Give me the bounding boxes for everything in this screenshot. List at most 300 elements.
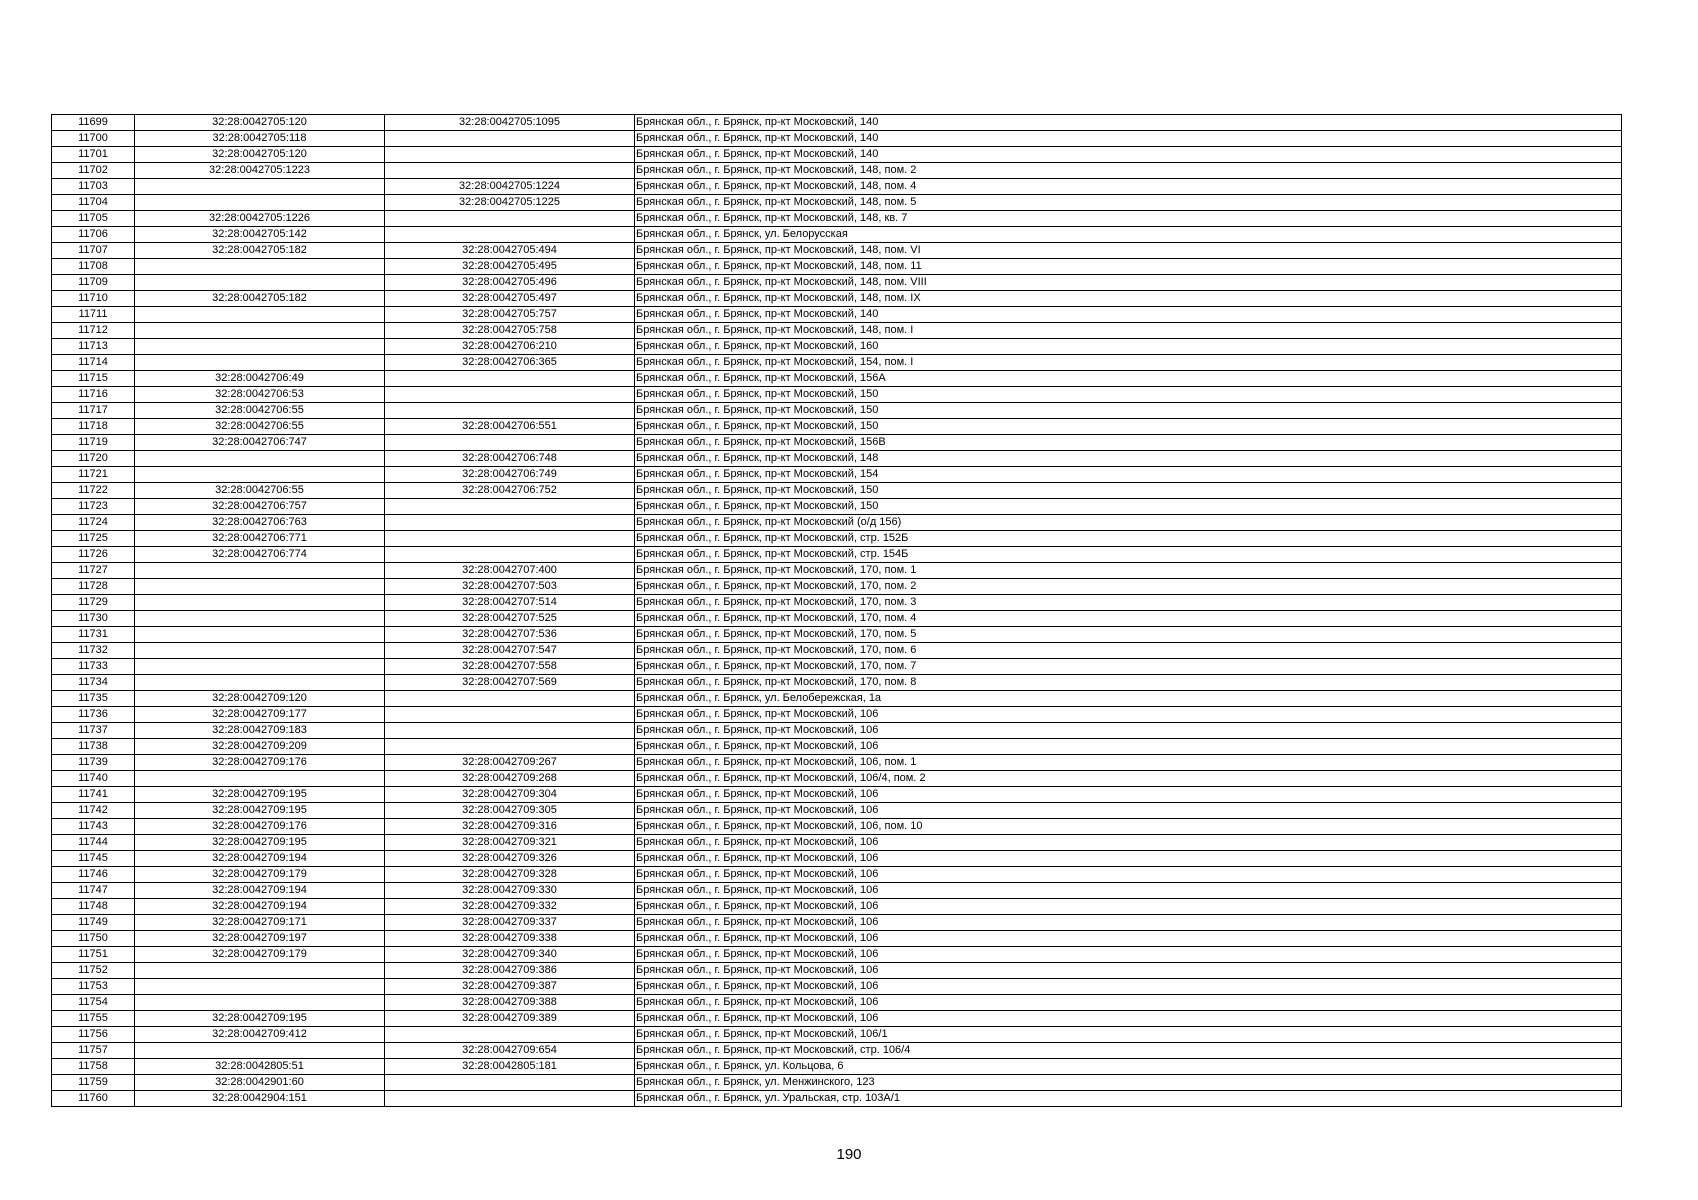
parcel-number-cell: 32:28:0042709:194 bbox=[135, 899, 385, 915]
row-number-cell: 11728 bbox=[52, 579, 135, 595]
row-number-cell: 11750 bbox=[52, 931, 135, 947]
table-row bbox=[52, 963, 1622, 979]
object-number-cell: 32:28:0042707:536 bbox=[385, 627, 635, 643]
row-number-cell: 11714 bbox=[52, 355, 135, 371]
object-number-cell: 32:28:0042709:386 bbox=[385, 963, 635, 979]
object-number-cell bbox=[385, 739, 635, 755]
table-row bbox=[52, 659, 1622, 675]
parcel-number-cell: 32:28:0042705:120 bbox=[135, 147, 385, 163]
parcel-number-cell bbox=[135, 1043, 385, 1059]
row-number-cell: 11707 bbox=[52, 243, 135, 259]
table-row bbox=[52, 387, 1622, 403]
table-row bbox=[52, 179, 1622, 195]
row-number-cell: 11706 bbox=[52, 227, 135, 243]
row-number-cell: 11746 bbox=[52, 867, 135, 883]
table-row bbox=[52, 371, 1622, 387]
address-cell: Брянская обл., г. Брянск, пр-кт Московский, 106 bbox=[635, 867, 1622, 883]
row-number-cell: 11737 bbox=[52, 723, 135, 739]
address-cell: Брянская обл., г. Брянск, ул. Менжинского, 123 bbox=[635, 1075, 1622, 1091]
table-row bbox=[52, 723, 1622, 739]
address-cell: Брянская обл., г. Брянск, пр-кт Московский, 160 bbox=[635, 339, 1622, 355]
parcel-number-cell bbox=[135, 275, 385, 291]
address-cell: Брянская обл., г. Брянск, пр-кт Московский, 106/1 bbox=[635, 1027, 1622, 1043]
object-number-cell: 32:28:0042709:321 bbox=[385, 835, 635, 851]
object-number-cell bbox=[385, 211, 635, 227]
parcel-number-cell: 32:28:0042705:182 bbox=[135, 243, 385, 259]
address-cell: Брянская обл., г. Брянск, пр-кт Московский, 148, пом. 11 bbox=[635, 259, 1622, 275]
address-cell: Брянская обл., г. Брянск, пр-кт Московский, 140 bbox=[635, 307, 1622, 323]
parcel-number-cell: 32:28:0042904:151 bbox=[135, 1091, 385, 1107]
address-cell: Брянская обл., г. Брянск, пр-кт Московский, 148, пом. I bbox=[635, 323, 1622, 339]
table-row bbox=[52, 915, 1622, 931]
row-number-cell: 11743 bbox=[52, 819, 135, 835]
object-number-cell: 32:28:0042805:181 bbox=[385, 1059, 635, 1075]
object-number-cell: 32:28:0042709:337 bbox=[385, 915, 635, 931]
object-number-cell: 32:28:0042706:748 bbox=[385, 451, 635, 467]
address-cell: Брянская обл., г. Брянск, пр-кт Московский, 140 bbox=[635, 147, 1622, 163]
parcel-number-cell bbox=[135, 355, 385, 371]
address-cell: Брянская обл., г. Брянск, пр-кт Московский, 106 bbox=[635, 787, 1622, 803]
parcel-number-cell: 32:28:0042706:49 bbox=[135, 371, 385, 387]
parcel-number-cell: 32:28:0042705:1226 bbox=[135, 211, 385, 227]
row-number-cell: 11749 bbox=[52, 915, 135, 931]
address-cell: Брянская обл., г. Брянск, пр-кт Московский, 106 bbox=[635, 707, 1622, 723]
table-row bbox=[52, 819, 1622, 835]
parcel-number-cell: 32:28:0042705:182 bbox=[135, 291, 385, 307]
object-number-cell: 32:28:0042709:389 bbox=[385, 1011, 635, 1027]
row-number-cell: 11733 bbox=[52, 659, 135, 675]
row-number-cell: 11729 bbox=[52, 595, 135, 611]
row-number-cell: 11708 bbox=[52, 259, 135, 275]
table-row bbox=[52, 883, 1622, 899]
parcel-number-cell: 32:28:0042705:1223 bbox=[135, 163, 385, 179]
table-row bbox=[52, 547, 1622, 563]
table-row bbox=[52, 355, 1622, 371]
object-number-cell: 32:28:0042709:268 bbox=[385, 771, 635, 787]
row-number-cell: 11757 bbox=[52, 1043, 135, 1059]
object-number-cell: 32:28:0042707:503 bbox=[385, 579, 635, 595]
table-row bbox=[52, 147, 1622, 163]
address-cell: Брянская обл., г. Брянск, пр-кт Московский, 106 bbox=[635, 931, 1622, 947]
object-number-cell: 32:28:0042709:338 bbox=[385, 931, 635, 947]
address-cell: Брянская обл., г. Брянск, ул. Белорусская bbox=[635, 227, 1622, 243]
object-number-cell bbox=[385, 403, 635, 419]
object-number-cell: 32:28:0042709:328 bbox=[385, 867, 635, 883]
table-row bbox=[52, 595, 1622, 611]
address-cell: Брянская обл., г. Брянск, пр-кт Московский, 170, пом. 2 bbox=[635, 579, 1622, 595]
object-number-cell bbox=[385, 531, 635, 547]
parcel-number-cell bbox=[135, 179, 385, 195]
parcel-number-cell: 32:28:0042709:177 bbox=[135, 707, 385, 723]
address-cell: Брянская обл., г. Брянск, ул. Кольцова, 6 bbox=[635, 1059, 1622, 1075]
row-number-cell: 11756 bbox=[52, 1027, 135, 1043]
table-row bbox=[52, 435, 1622, 451]
object-number-cell: 32:28:0042709:305 bbox=[385, 803, 635, 819]
object-number-cell bbox=[385, 131, 635, 147]
row-number-cell: 11726 bbox=[52, 547, 135, 563]
object-number-cell bbox=[385, 1027, 635, 1043]
object-number-cell: 32:28:0042707:569 bbox=[385, 675, 635, 691]
address-cell: Брянская обл., г. Брянск, пр-кт Московский, 170, пом. 8 bbox=[635, 675, 1622, 691]
parcel-number-cell bbox=[135, 339, 385, 355]
table-row bbox=[52, 643, 1622, 659]
row-number-cell: 11703 bbox=[52, 179, 135, 195]
row-number-cell: 11739 bbox=[52, 755, 135, 771]
table-row bbox=[52, 1075, 1622, 1091]
address-cell: Брянская обл., г. Брянск, пр-кт Московский, 150 bbox=[635, 419, 1622, 435]
object-number-cell bbox=[385, 371, 635, 387]
address-cell: Брянская обл., г. Брянск, пр-кт Московский, стр. 152Б bbox=[635, 531, 1622, 547]
object-number-cell bbox=[385, 691, 635, 707]
object-number-cell: 32:28:0042709:388 bbox=[385, 995, 635, 1011]
table-row bbox=[52, 275, 1622, 291]
object-number-cell: 32:28:0042709:340 bbox=[385, 947, 635, 963]
address-cell: Брянская обл., г. Брянск, пр-кт Московский, 106 bbox=[635, 963, 1622, 979]
address-cell: Брянская обл., г. Брянск, ул. Белобережская, 1а bbox=[635, 691, 1622, 707]
object-number-cell: 32:28:0042709:304 bbox=[385, 787, 635, 803]
parcel-number-cell: 32:28:0042705:120 bbox=[135, 115, 385, 131]
table-row bbox=[52, 163, 1622, 179]
row-number-cell: 11758 bbox=[52, 1059, 135, 1075]
table-row bbox=[52, 227, 1622, 243]
parcel-number-cell bbox=[135, 979, 385, 995]
parcel-number-cell: 32:28:0042709:176 bbox=[135, 755, 385, 771]
parcel-number-cell: 32:28:0042709:412 bbox=[135, 1027, 385, 1043]
row-number-cell: 11699 bbox=[52, 115, 135, 131]
parcel-number-cell bbox=[135, 771, 385, 787]
object-number-cell: 32:28:0042709:326 bbox=[385, 851, 635, 867]
row-number-cell: 11702 bbox=[52, 163, 135, 179]
row-number-cell: 11722 bbox=[52, 483, 135, 499]
row-number-cell: 11731 bbox=[52, 627, 135, 643]
address-cell: Брянская обл., г. Брянск, пр-кт Московский (о/д 156) bbox=[635, 515, 1622, 531]
parcel-number-cell: 32:28:0042805:51 bbox=[135, 1059, 385, 1075]
table-row bbox=[52, 1043, 1622, 1059]
parcel-number-cell bbox=[135, 579, 385, 595]
address-cell: Брянская обл., г. Брянск, пр-кт Московский, 106 bbox=[635, 947, 1622, 963]
parcel-number-cell bbox=[135, 259, 385, 275]
row-number-cell: 11752 bbox=[52, 963, 135, 979]
row-number-cell: 11753 bbox=[52, 979, 135, 995]
address-cell: Брянская обл., г. Брянск, пр-кт Московский, 148, пом. 4 bbox=[635, 179, 1622, 195]
row-number-cell: 11738 bbox=[52, 739, 135, 755]
table-row bbox=[52, 755, 1622, 771]
object-number-cell: 32:28:0042709:332 bbox=[385, 899, 635, 915]
table-row bbox=[52, 259, 1622, 275]
object-number-cell: 32:28:0042707:547 bbox=[385, 643, 635, 659]
address-cell: Брянская обл., г. Брянск, пр-кт Московский, 170, пом. 3 bbox=[635, 595, 1622, 611]
parcel-number-cell: 32:28:0042706:763 bbox=[135, 515, 385, 531]
table-row bbox=[52, 707, 1622, 723]
parcel-number-cell: 32:28:0042706:55 bbox=[135, 419, 385, 435]
table-row bbox=[52, 691, 1622, 707]
object-number-cell: 32:28:0042709:316 bbox=[385, 819, 635, 835]
object-number-cell: 32:28:0042709:654 bbox=[385, 1043, 635, 1059]
address-cell: Брянская обл., г. Брянск, пр-кт Московский, 106, пом. 10 bbox=[635, 819, 1622, 835]
address-cell: Брянская обл., г. Брянск, пр-кт Московский, 140 bbox=[635, 115, 1622, 131]
row-number-cell: 11705 bbox=[52, 211, 135, 227]
parcel-number-cell: 32:28:0042705:142 bbox=[135, 227, 385, 243]
parcel-number-cell: 32:28:0042706:747 bbox=[135, 435, 385, 451]
table-row bbox=[52, 787, 1622, 803]
address-cell: Брянская обл., г. Брянск, пр-кт Московский, 170, пом. 4 bbox=[635, 611, 1622, 627]
parcel-number-cell: 32:28:0042706:55 bbox=[135, 403, 385, 419]
address-cell: Брянская обл., г. Брянск, пр-кт Московский, стр. 154Б bbox=[635, 547, 1622, 563]
row-number-cell: 11754 bbox=[52, 995, 135, 1011]
parcel-number-cell: 32:28:0042709:194 bbox=[135, 851, 385, 867]
table-row bbox=[52, 467, 1622, 483]
table-row bbox=[52, 1091, 1622, 1107]
parcel-number-cell bbox=[135, 467, 385, 483]
row-number-cell: 11727 bbox=[52, 563, 135, 579]
row-number-cell: 11735 bbox=[52, 691, 135, 707]
row-number-cell: 11723 bbox=[52, 499, 135, 515]
table-row bbox=[52, 195, 1622, 211]
object-number-cell bbox=[385, 147, 635, 163]
address-cell: Брянская обл., г. Брянск, пр-кт Московский, 148, пом. IX bbox=[635, 291, 1622, 307]
object-number-cell: 32:28:0042706:365 bbox=[385, 355, 635, 371]
parcel-number-cell bbox=[135, 659, 385, 675]
address-cell: Брянская обл., г. Брянск, пр-кт Московский, 150 bbox=[635, 403, 1622, 419]
parcel-number-cell: 32:28:0042709:179 bbox=[135, 947, 385, 963]
table-row bbox=[52, 1011, 1622, 1027]
parcel-number-cell: 32:28:0042706:55 bbox=[135, 483, 385, 499]
address-cell: Брянская обл., г. Брянск, пр-кт Московский, 154, пом. I bbox=[635, 355, 1622, 371]
row-number-cell: 11710 bbox=[52, 291, 135, 307]
table-row bbox=[52, 403, 1622, 419]
parcel-number-cell: 32:28:0042709:176 bbox=[135, 819, 385, 835]
object-number-cell: 32:28:0042705:1095 bbox=[385, 115, 635, 131]
table-row bbox=[52, 739, 1622, 755]
row-number-cell: 11759 bbox=[52, 1075, 135, 1091]
parcel-number-cell: 32:28:0042709:195 bbox=[135, 835, 385, 851]
table-row bbox=[52, 483, 1622, 499]
parcel-number-cell: 32:28:0042706:774 bbox=[135, 547, 385, 563]
row-number-cell: 11713 bbox=[52, 339, 135, 355]
object-number-cell bbox=[385, 547, 635, 563]
object-number-cell: 32:28:0042706:210 bbox=[385, 339, 635, 355]
address-cell: Брянская обл., г. Брянск, пр-кт Московский, 106, пом. 1 bbox=[635, 755, 1622, 771]
table-row bbox=[52, 851, 1622, 867]
object-number-cell: 32:28:0042705:494 bbox=[385, 243, 635, 259]
object-number-cell bbox=[385, 1075, 635, 1091]
table-row bbox=[52, 211, 1622, 227]
row-number-cell: 11730 bbox=[52, 611, 135, 627]
table-body bbox=[52, 115, 1622, 1107]
parcel-number-cell: 32:28:0042709:195 bbox=[135, 787, 385, 803]
parcel-number-cell: 32:28:0042709:195 bbox=[135, 803, 385, 819]
parcel-number-cell: 32:28:0042706:771 bbox=[135, 531, 385, 547]
object-number-cell: 32:28:0042709:387 bbox=[385, 979, 635, 995]
object-number-cell bbox=[385, 227, 635, 243]
table-row bbox=[52, 979, 1622, 995]
object-number-cell: 32:28:0042706:551 bbox=[385, 419, 635, 435]
object-number-cell: 32:28:0042705:1225 bbox=[385, 195, 635, 211]
table-row bbox=[52, 515, 1622, 531]
parcel-number-cell bbox=[135, 563, 385, 579]
address-cell: Брянская обл., г. Брянск, пр-кт Московский, 106 bbox=[635, 915, 1622, 931]
parcel-number-cell bbox=[135, 611, 385, 627]
address-cell: Брянская обл., г. Брянск, пр-кт Московский, 156А bbox=[635, 371, 1622, 387]
address-cell: Брянская обл., г. Брянск, пр-кт Московский, 106 bbox=[635, 835, 1622, 851]
object-number-cell: 32:28:0042705:497 bbox=[385, 291, 635, 307]
address-cell: Брянская обл., г. Брянск, пр-кт Московский, 156В bbox=[635, 435, 1622, 451]
table-row bbox=[52, 131, 1622, 147]
address-cell: Брянская обл., г. Брянск, пр-кт Московский, 150 bbox=[635, 483, 1622, 499]
row-number-cell: 11747 bbox=[52, 883, 135, 899]
row-number-cell: 11755 bbox=[52, 1011, 135, 1027]
table-row bbox=[52, 451, 1622, 467]
parcel-number-cell bbox=[135, 995, 385, 1011]
address-cell: Брянская обл., г. Брянск, пр-кт Московский, 148, кв. 7 bbox=[635, 211, 1622, 227]
address-cell: Брянская обл., г. Брянск, пр-кт Московский, 106 bbox=[635, 883, 1622, 899]
table-row bbox=[52, 499, 1622, 515]
row-number-cell: 11725 bbox=[52, 531, 135, 547]
row-number-cell: 11719 bbox=[52, 435, 135, 451]
object-number-cell: 32:28:0042705:495 bbox=[385, 259, 635, 275]
object-number-cell: 32:28:0042707:514 bbox=[385, 595, 635, 611]
object-number-cell bbox=[385, 387, 635, 403]
table-row bbox=[52, 323, 1622, 339]
parcel-number-cell bbox=[135, 675, 385, 691]
row-number-cell: 11716 bbox=[52, 387, 135, 403]
address-cell: Брянская обл., г. Брянск, пр-кт Московский, 106 bbox=[635, 739, 1622, 755]
table-row bbox=[52, 803, 1622, 819]
row-number-cell: 11734 bbox=[52, 675, 135, 691]
address-cell: Брянская обл., г. Брянск, пр-кт Московский, 148, пом. VI bbox=[635, 243, 1622, 259]
address-cell: Брянская обл., г. Брянск, пр-кт Московский, 150 bbox=[635, 499, 1622, 515]
table-row bbox=[52, 291, 1622, 307]
table-row bbox=[52, 243, 1622, 259]
row-number-cell: 11717 bbox=[52, 403, 135, 419]
row-number-cell: 11704 bbox=[52, 195, 135, 211]
address-cell: Брянская обл., г. Брянск, пр-кт Московский, 106/4, пом. 2 bbox=[635, 771, 1622, 787]
table-row bbox=[52, 419, 1622, 435]
row-number-cell: 11700 bbox=[52, 131, 135, 147]
parcel-number-cell: 32:28:0042705:118 bbox=[135, 131, 385, 147]
address-cell: Брянская обл., г. Брянск, пр-кт Московский, 170, пом. 7 bbox=[635, 659, 1622, 675]
row-number-cell: 11712 bbox=[52, 323, 135, 339]
address-cell: Брянская обл., г. Брянск, ул. Уральская, стр. 103А/1 bbox=[635, 1091, 1622, 1107]
object-number-cell: 32:28:0042705:496 bbox=[385, 275, 635, 291]
object-number-cell bbox=[385, 723, 635, 739]
row-number-cell: 11724 bbox=[52, 515, 135, 531]
row-number-cell: 11718 bbox=[52, 419, 135, 435]
address-cell: Брянская обл., г. Брянск, пр-кт Московский, 106 bbox=[635, 995, 1622, 1011]
address-cell: Брянская обл., г. Брянск, пр-кт Московский, 106 bbox=[635, 803, 1622, 819]
parcel-number-cell: 32:28:0042706:757 bbox=[135, 499, 385, 515]
table-row bbox=[52, 899, 1622, 915]
parcel-number-cell bbox=[135, 307, 385, 323]
address-cell: Брянская обл., г. Брянск, пр-кт Московский, 148, пом. 2 bbox=[635, 163, 1622, 179]
object-number-cell: 32:28:0042707:400 bbox=[385, 563, 635, 579]
table-row bbox=[52, 531, 1622, 547]
address-cell: Брянская обл., г. Брянск, пр-кт Московский, 106 bbox=[635, 1011, 1622, 1027]
row-number-cell: 11715 bbox=[52, 371, 135, 387]
parcel-number-cell bbox=[135, 595, 385, 611]
parcel-number-cell: 32:28:0042709:194 bbox=[135, 883, 385, 899]
row-number-cell: 11740 bbox=[52, 771, 135, 787]
table-row bbox=[52, 947, 1622, 963]
table-row bbox=[52, 307, 1622, 323]
row-number-cell: 11732 bbox=[52, 643, 135, 659]
table-row bbox=[52, 579, 1622, 595]
object-number-cell: 32:28:0042706:749 bbox=[385, 467, 635, 483]
address-cell: Брянская обл., г. Брянск, пр-кт Московский, 170, пом. 5 bbox=[635, 627, 1622, 643]
parcel-number-cell bbox=[135, 195, 385, 211]
row-number-cell: 11736 bbox=[52, 707, 135, 723]
address-cell: Брянская обл., г. Брянск, пр-кт Московский, 106 bbox=[635, 899, 1622, 915]
table-row bbox=[52, 995, 1622, 1011]
table-row bbox=[52, 611, 1622, 627]
row-number-cell: 11720 bbox=[52, 451, 135, 467]
address-cell: Брянская обл., г. Брянск, пр-кт Московский, 106 bbox=[635, 851, 1622, 867]
row-number-cell: 11748 bbox=[52, 899, 135, 915]
object-number-cell: 32:28:0042706:752 bbox=[385, 483, 635, 499]
address-cell: Брянская обл., г. Брянск, пр-кт Московский, 148 bbox=[635, 451, 1622, 467]
address-cell: Брянская обл., г. Брянск, пр-кт Московский, 106 bbox=[635, 723, 1622, 739]
table-row bbox=[52, 675, 1622, 691]
object-number-cell: 32:28:0042707:525 bbox=[385, 611, 635, 627]
object-number-cell bbox=[385, 515, 635, 531]
row-number-cell: 11751 bbox=[52, 947, 135, 963]
row-number-cell: 11721 bbox=[52, 467, 135, 483]
parcel-number-cell bbox=[135, 323, 385, 339]
parcel-number-cell: 32:28:0042709:179 bbox=[135, 867, 385, 883]
table-row bbox=[52, 115, 1622, 131]
row-number-cell: 11744 bbox=[52, 835, 135, 851]
parcel-number-cell bbox=[135, 627, 385, 643]
parcel-number-cell: 32:28:0042709:195 bbox=[135, 1011, 385, 1027]
parcel-number-cell: 32:28:0042901:60 bbox=[135, 1075, 385, 1091]
address-cell: Брянская обл., г. Брянск, пр-кт Московский, 150 bbox=[635, 387, 1622, 403]
parcel-number-cell: 32:28:0042709:120 bbox=[135, 691, 385, 707]
table-row bbox=[52, 835, 1622, 851]
address-cell: Брянская обл., г. Брянск, пр-кт Московский, 106 bbox=[635, 979, 1622, 995]
parcel-number-cell bbox=[135, 451, 385, 467]
parcel-number-cell: 32:28:0042709:171 bbox=[135, 915, 385, 931]
table-row bbox=[52, 1027, 1622, 1043]
parcel-number-cell: 32:28:0042709:183 bbox=[135, 723, 385, 739]
object-number-cell: 32:28:0042705:757 bbox=[385, 307, 635, 323]
object-number-cell bbox=[385, 1091, 635, 1107]
row-number-cell: 11711 bbox=[52, 307, 135, 323]
table-row bbox=[52, 627, 1622, 643]
address-cell: Брянская обл., г. Брянск, пр-кт Московский, 148, пом. VIII bbox=[635, 275, 1622, 291]
object-number-cell: 32:28:0042707:558 bbox=[385, 659, 635, 675]
object-number-cell: 32:28:0042705:1224 bbox=[385, 179, 635, 195]
row-number-cell: 11709 bbox=[52, 275, 135, 291]
object-number-cell: 32:28:0042709:330 bbox=[385, 883, 635, 899]
table-row bbox=[52, 867, 1622, 883]
parcel-number-cell: 32:28:0042709:209 bbox=[135, 739, 385, 755]
address-cell: Брянская обл., г. Брянск, пр-кт Московский, 148, пом. 5 bbox=[635, 195, 1622, 211]
parcel-number-cell: 32:28:0042709:197 bbox=[135, 931, 385, 947]
object-number-cell: 32:28:0042705:758 bbox=[385, 323, 635, 339]
table-row bbox=[52, 771, 1622, 787]
address-cell: Брянская обл., г. Брянск, пр-кт Московский, 140 bbox=[635, 131, 1622, 147]
table-row bbox=[52, 563, 1622, 579]
object-number-cell bbox=[385, 435, 635, 451]
row-number-cell: 11701 bbox=[52, 147, 135, 163]
parcel-number-cell: 32:28:0042706:53 bbox=[135, 387, 385, 403]
table-row bbox=[52, 339, 1622, 355]
row-number-cell: 11760 bbox=[52, 1091, 135, 1107]
object-number-cell bbox=[385, 707, 635, 723]
parcel-number-cell bbox=[135, 643, 385, 659]
row-number-cell: 11742 bbox=[52, 803, 135, 819]
address-cell: Брянская обл., г. Брянск, пр-кт Московский, 170, пом. 6 bbox=[635, 643, 1622, 659]
